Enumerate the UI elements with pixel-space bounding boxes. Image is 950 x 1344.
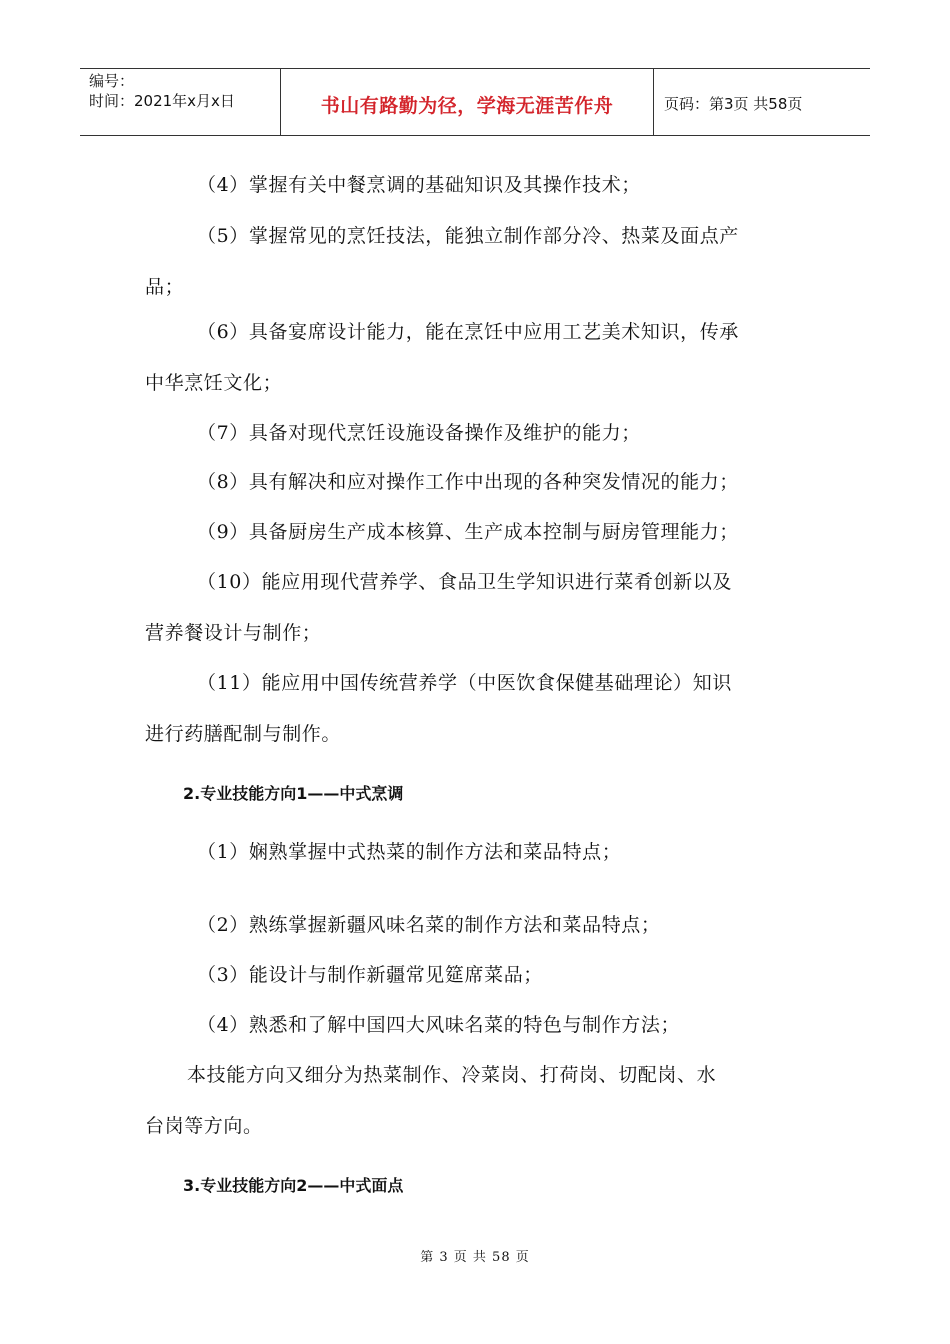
section-2-summary: [145, 1063, 810, 1165]
page-info: 页码：第3页 共58页: [664, 94, 803, 113]
motto-text: 书山有路勤为径，学海无涯苦作舟: [320, 94, 614, 117]
section-2-item-1: [145, 840, 810, 891]
paragraph-item-11: [145, 671, 810, 773]
paragraph-line: 台岗等方向。: [145, 1115, 263, 1137]
header-page-cell: [654, 69, 870, 135]
paragraph-line: （3）能设计与制作新疆常见筵席菜品；: [197, 964, 543, 986]
paragraph-line: 中华烹饪文化；: [145, 372, 283, 394]
section-2-item-2: [145, 913, 810, 964]
section-2-heading: 2.专业技能方向1——中式烹调: [183, 784, 404, 803]
paragraph-line: （4）掌握有关中餐烹调的基础知识及其操作技术；: [197, 174, 641, 196]
paragraph-line: 进行药膳配制与制作。: [145, 723, 342, 745]
paragraph-line: （7）具备对现代烹饪设施设备操作及维护的能力；: [197, 422, 641, 444]
paragraph-line: 本技能方向又细分为热菜制作、冷菜岗、打荷岗、切配岗、水: [187, 1064, 717, 1086]
paragraph-item-5: [145, 224, 810, 326]
paragraph-line: （11）能应用中国传统营养学（中医饮食保健基础理论）知识: [197, 672, 732, 694]
header-meta-cell: [80, 69, 281, 135]
paragraph-line: 营养餐设计与制作；: [145, 622, 322, 644]
paragraph-line: （5）掌握常见的烹饪技法，能独立制作部分冷、热菜及面点产: [197, 225, 739, 247]
paragraph-line: （2）熟练掌握新疆风味名菜的制作方法和菜品特点；: [197, 914, 661, 936]
paragraph-item-9: [145, 520, 810, 571]
page-header: [80, 68, 870, 136]
paragraph-item-4: [145, 173, 810, 224]
header-motto-cell: [281, 69, 654, 135]
section-2-item-3: [145, 963, 810, 1014]
code-label: 编号：: [89, 72, 135, 90]
paragraph-line: （10）能应用现代营养学、食品卫生学知识进行菜肴创新以及: [197, 571, 732, 593]
paragraph-item-8: [145, 470, 810, 521]
section-2-item-4: [145, 1013, 810, 1064]
paragraph-item-10: [145, 570, 810, 672]
paragraph-item-7: [145, 421, 810, 472]
paragraph-line: （6）具备宴席设计能力，能在烹饪中应用工艺美术知识，传承: [197, 321, 739, 343]
page-footer: 第 3 页 共 58 页: [420, 1250, 530, 1265]
section-3-heading: 3.专业技能方向2——中式面点: [183, 1176, 404, 1195]
paragraph-line: （9）具备厨房生产成本核算、生产成本控制与厨房管理能力；: [197, 521, 739, 543]
paragraph-item-6: [145, 320, 810, 422]
date-label: 时间：2021年x月x日: [89, 92, 235, 110]
paragraph-line: （1）娴熟掌握中式热菜的制作方法和菜品特点；: [197, 841, 622, 863]
paragraph-line: （4）熟悉和了解中国四大风味名菜的特色与制作方法；: [197, 1014, 681, 1036]
paragraph-line: 品；: [145, 276, 185, 298]
paragraph-line: （8）具有解决和应对操作工作中出现的各种突发情况的能力；: [197, 471, 739, 493]
